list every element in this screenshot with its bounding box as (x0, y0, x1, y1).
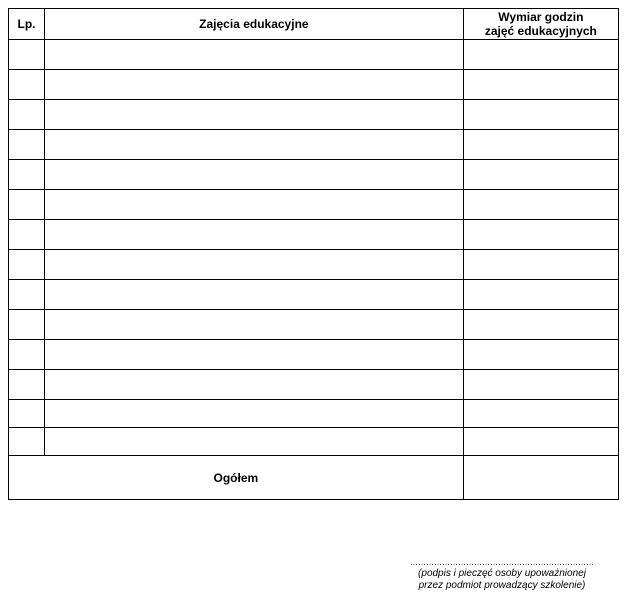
cell-lp (9, 310, 45, 340)
cell-wymiar (463, 160, 618, 190)
total-label: Ogółem (9, 456, 464, 500)
total-row (9, 456, 619, 500)
table-row (9, 400, 619, 428)
cell-lp (9, 160, 45, 190)
table-row (9, 280, 619, 310)
cell-zajecia (45, 370, 464, 400)
cell-zajecia (45, 220, 464, 250)
table-row (9, 190, 619, 220)
table-row (9, 70, 619, 100)
table-row (9, 250, 619, 280)
cell-lp (9, 250, 45, 280)
cell-zajecia (45, 250, 464, 280)
signature-line: …………………………………………………………… (410, 558, 594, 567)
cell-lp (9, 280, 45, 310)
cell-wymiar (463, 130, 618, 160)
table-row (9, 310, 619, 340)
cell-wymiar (463, 370, 618, 400)
header-zajecia: Zajęcia edukacyjne (45, 9, 464, 40)
table-row (9, 130, 619, 160)
cell-zajecia (45, 280, 464, 310)
header-wymiar-line2: zajęć edukacyjnych (484, 24, 597, 38)
cell-wymiar (463, 100, 618, 130)
cell-wymiar (463, 280, 618, 310)
cell-lp (9, 100, 45, 130)
cell-lp (9, 220, 45, 250)
total-value (463, 456, 618, 500)
table-body (9, 9, 619, 500)
cell-lp (9, 400, 45, 428)
cell-wymiar (463, 190, 618, 220)
table-row (9, 160, 619, 190)
cell-zajecia (45, 310, 464, 340)
cell-lp (9, 130, 45, 160)
cell-wymiar (463, 400, 618, 428)
cell-wymiar (463, 310, 618, 340)
cell-zajecia (45, 40, 464, 70)
signature-block (390, 558, 614, 592)
hours-table (8, 8, 619, 500)
table-row (9, 100, 619, 130)
cell-wymiar (463, 250, 618, 280)
table-row (9, 340, 619, 370)
cell-lp (9, 40, 45, 70)
cell-lp (9, 428, 45, 456)
cell-lp (9, 190, 45, 220)
cell-zajecia (45, 428, 464, 456)
table-header-row (9, 9, 619, 40)
table-row (9, 40, 619, 70)
cell-zajecia (45, 400, 464, 428)
signature-caption-line2: przez podmiot prowadzący szkolenie) (418, 580, 586, 591)
cell-wymiar (463, 40, 618, 70)
header-lp: Lp. (9, 9, 45, 40)
cell-zajecia (45, 100, 464, 130)
table-row (9, 428, 619, 456)
cell-lp (9, 70, 45, 100)
signature-caption-line1: (podpis i pieczęć osoby upoważnionej (418, 568, 586, 579)
table-row (9, 220, 619, 250)
cell-zajecia (45, 130, 464, 160)
cell-wymiar (463, 428, 618, 456)
cell-wymiar (463, 340, 618, 370)
cell-zajecia (45, 160, 464, 190)
cell-lp (9, 340, 45, 370)
cell-zajecia (45, 190, 464, 220)
cell-zajecia (45, 70, 464, 100)
table-row (9, 370, 619, 400)
cell-lp (9, 370, 45, 400)
header-wymiar (463, 9, 618, 40)
header-wymiar-line1: Wymiar godzin (498, 10, 584, 24)
cell-wymiar (463, 70, 618, 100)
cell-wymiar (463, 220, 618, 250)
cell-zajecia (45, 340, 464, 370)
